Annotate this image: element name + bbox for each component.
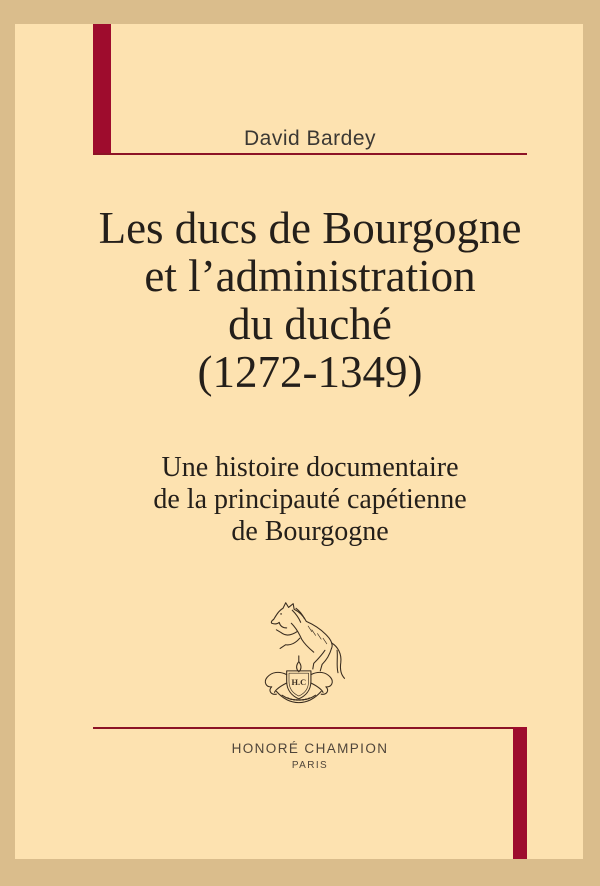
flourish-base [276, 691, 321, 702]
title-line-2: et l’administration [144, 251, 476, 301]
horse-muzzle-jaw [271, 620, 286, 628]
book-subtitle [93, 452, 527, 548]
horse-front-legs [276, 630, 299, 649]
title-line-4: (1272-1349) [197, 347, 423, 397]
publisher-city: PARIS [291, 760, 329, 771]
cover-inner-panel [15, 24, 583, 859]
title-line-1: Les ducs de Bourgogne [98, 203, 522, 253]
horse-tail [331, 643, 344, 678]
subtitle-line-2: de la principauté capétienne [153, 484, 467, 515]
horse-hind-legs [313, 648, 332, 670]
horse-hatching [308, 626, 327, 644]
title-line-3: du duché [228, 299, 392, 349]
subtitle-line-3: de Bourgogne [231, 516, 389, 547]
horse-mane [292, 608, 304, 622]
horse-belly [291, 623, 313, 652]
publisher-block [93, 740, 527, 773]
shield-crest-knot [297, 656, 301, 672]
red-rule-bottom [93, 727, 527, 729]
book-title [93, 204, 527, 396]
author-name: David Bardey [243, 127, 377, 150]
red-rule-top [93, 153, 527, 155]
emblem-monogram: H.C [291, 677, 307, 687]
publisher-rearing-horse-emblem-icon [254, 596, 366, 714]
subtitle-line-1: Une histoire documentaire [161, 452, 459, 483]
publisher-name: HONORÉ CHAMPION [231, 741, 389, 756]
horse-eye [280, 613, 282, 615]
